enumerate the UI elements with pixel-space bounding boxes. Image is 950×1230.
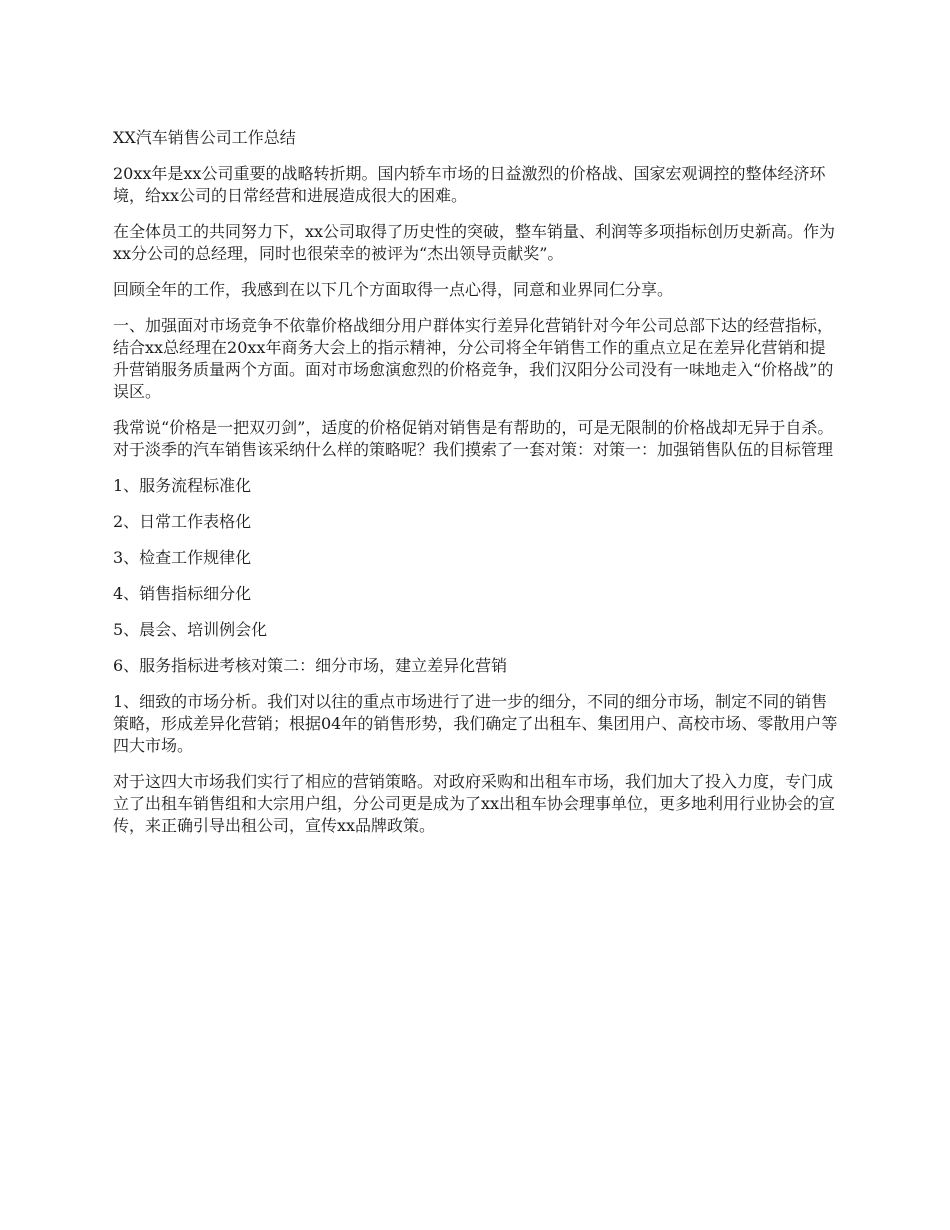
paragraph: 对于这四大市场我们实行了相应的营销策略。对政府采购和出租车市场，我们加大了投入力度，专门成立了出租车销售组和大宗用户组，分公司更是成为了xx出租车协会理事单位，更多地利用行业协会的宣传，来正确引导出租公司，宣传xx品牌政策。 (113, 772, 836, 835)
paragraph: 一、加强面对市场竞争不依靠价格战细分用户群体实行差异化营销针对今年公司总部下达的经营指标，结合xx总经理在20xx年商务大会上的指示精神，分公司将全年销售工作的重点立足在差异化营销和提升营销服务质量两个方面。面对市场愈演愈烈的价格竞争，我们汉阳分公司没有一味地走入“价格战”的误区。 (113, 316, 834, 401)
list-item: 1、服务流程标准化 (113, 476, 252, 495)
document-body (113, 127, 840, 851)
list-item: 4、销售指标细分化 (113, 584, 252, 603)
list-item: 6、服务指标进考核对策二：细分市场，建立差异化营销 (113, 656, 508, 675)
paragraph: 1、细致的市场分析。我们对以往的重点市场进行了进一步的细分，不同的细分市场，制定不同的销售策略，形成差异化营销；根据04年的销售形势，我们确定了出租车、集团用户、高校市场、零散用户等四大市场。 (113, 692, 838, 755)
document-title: XX汽车销售公司工作总结 (113, 128, 296, 147)
paragraph: 我常说“价格是一把双刃剑”，适度的价格促销对销售是有帮助的，可是无限制的价格战却无异于自杀。对于淡季的汽车销售该采纳什么样的策略呢？我们摸索了一套对策：对策一：加强销售队伍的目标管理 (113, 418, 834, 459)
paragraph: 在全体员工的共同努力下，xx公司取得了历史性的突破，整车销量、利润等多项指标创历史新高。作为xx分公司的总经理，同时也很荣幸的被评为“杰出领导贡献奖”。 (113, 222, 836, 263)
paragraph: 回顾全年的工作，我感到在以下几个方面取得一点心得，同意和业界同仁分享。 (113, 280, 674, 299)
list-item: 3、检查工作规律化 (113, 548, 252, 567)
paragraph: 20xx年是xx公司重要的战略转折期。国内轿车市场的日益激烈的价格战、国家宏观调控的整体经济环境，给xx公司的日常经营和进展造成很大的困难。 (113, 164, 826, 205)
list-item: 5、晨会、培训例会化 (113, 620, 268, 639)
list-item: 2、日常工作表格化 (113, 512, 252, 531)
